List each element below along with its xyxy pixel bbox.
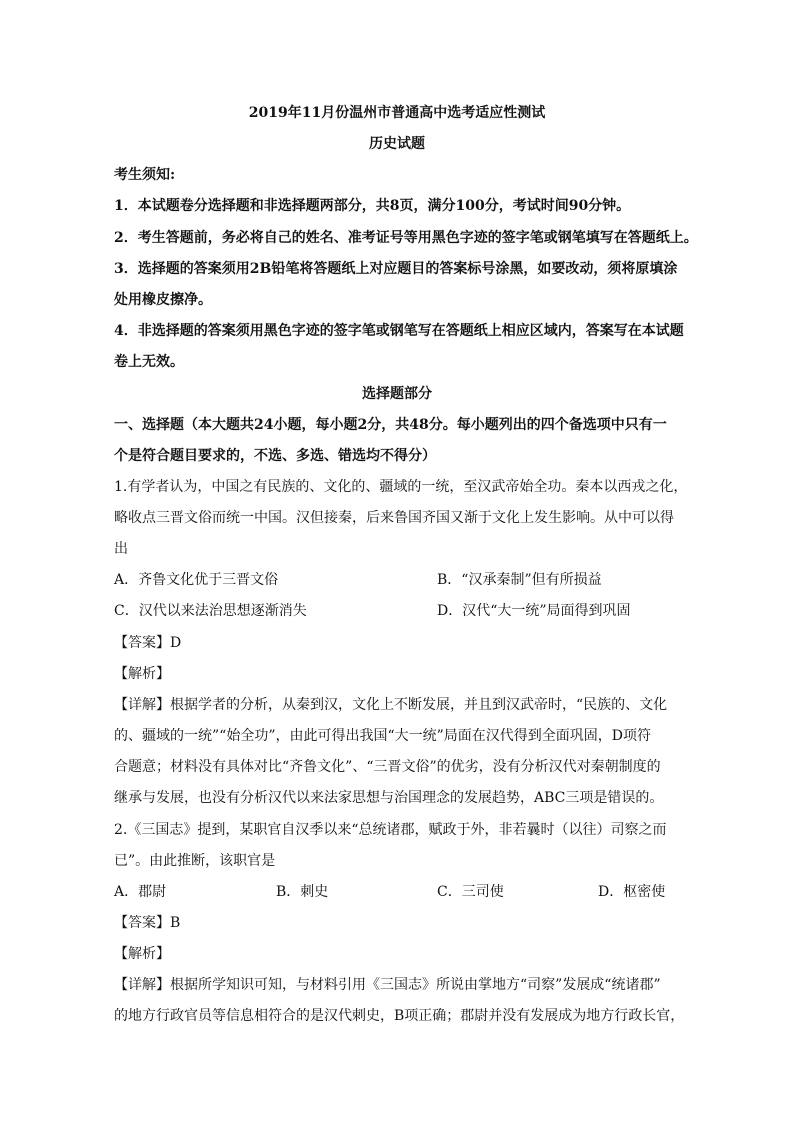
q2-stem: 2.《三国志》提到，某职官自汉季以来“总统诸郡，赋政于外，非若曩时（以往）司察之而 <box>114 822 667 838</box>
notice-heading: 考生须知: <box>114 167 176 183</box>
q2-analysis-label: 【解析】 <box>114 946 170 962</box>
q1-stem: 出 <box>114 541 128 557</box>
q1-detail: 合题意；材料没有具体对比“齐鲁文化”、“三晋文俗”的优劣，没有分析汉代对秦朝制度的 <box>114 759 661 775</box>
q2-detail: 的地方行政官员等信息相符合的是汉代刺史，B项正确；郡尉并没有发展成为地方行政长官， <box>114 1008 685 1024</box>
q1-option-b: B．“汉承秦制”但有所损益 <box>437 572 602 588</box>
q1-analysis-label: 【解析】 <box>114 666 170 682</box>
q1-option-d: D．汉代“大一统”局面得到巩固 <box>437 603 631 619</box>
exam-subtitle: 历史试题 <box>369 136 425 152</box>
notice-item: 处用橡皮擦净。 <box>114 292 212 308</box>
q2-answer: 【答案】B <box>114 915 181 931</box>
q2-option-c: C．三司使 <box>437 884 504 900</box>
section-instructions: 个是符合题目要求的，不选、多选、错选均不得分） <box>114 448 436 464</box>
q1-detail: 【详解】根据学者的分析，从秦到汉，文化上不断发展，并且到汉武帝时，“民族的、文化 <box>114 697 668 713</box>
q1-option-c: C．汉代以来法治思想逐渐消失 <box>114 603 307 619</box>
notice-item: 1．本试题卷分选择题和非选择题两部分，共8页，满分100分，考试时间90分钟。 <box>114 198 631 214</box>
q2-option-a: A．郡尉 <box>114 884 167 900</box>
notice-item: 卷上无效。 <box>114 354 184 370</box>
notice-item: 2．考生答题前，务必将自己的姓名、准考证号等用黑色字迹的签字笔或钢笔填写在答题纸上。 <box>114 230 698 246</box>
notice-item: 3．选择题的答案须用2B铅笔将答题纸上对应题目的答案标号涂黑，如要改动，须将原填涂 <box>114 261 678 277</box>
exam-title: 2019年11月份温州市普通高中选考适应性测试 <box>248 105 546 121</box>
section-title: 选择题部分 <box>362 386 432 402</box>
q1-option-a: A．齐鲁文化优于三晋文俗 <box>114 572 279 588</box>
q2-option-d: D．枢密使 <box>598 884 666 900</box>
q2-option-b: B．刺史 <box>276 884 329 900</box>
q1-detail: 继承与发展，也没有分析汉代以来法家思想与治国理念的发展趋势，ABC三项是错误的。 <box>114 790 664 806</box>
q1-stem: 略收点三晋文俗而统一中国。汉但接秦，后来鲁国齐国又渐于文化上发生影响。从中可以得 <box>114 510 674 526</box>
q2-detail: 【详解】根据所学知识可知，与材料引用《三国志》所说由掌地方“司察”发展成“统诸郡” <box>114 977 661 993</box>
section-instructions: 一、选择题（本大题共24小题，每小题2分，共48分。每小题列出的四个备选项中只有一 <box>114 417 667 433</box>
q1-detail: 的、疆域的一统”“始全功”，由此可得出我国“大一统”局面在汉代得到全面巩固，D项符 <box>114 728 652 744</box>
q1-answer: 【答案】D <box>114 635 182 651</box>
q2-stem: 已”。由此推断，该职官是 <box>114 853 276 869</box>
notice-item: 4．非选择题的答案须用黑色字迹的签字笔或钢笔写在答题纸上相应区域内，答案写在本试题 <box>114 323 684 339</box>
q1-stem: 1.有学者认为，中国之有民族的、文化的、疆域的一统，至汉武帝始全功。秦本以西戎之化， <box>114 479 688 495</box>
